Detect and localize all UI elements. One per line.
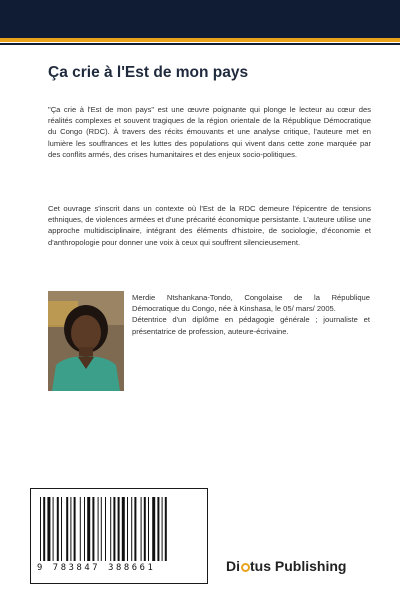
author-portrait-icon	[48, 291, 124, 391]
accent-stripe-thin	[0, 43, 400, 45]
description-paragraph-1: "Ça crie à l'Est de mon pays" est une œuvre poignante qui plonge le lecteur au cœur des réalités complexes et souvent tragiques de la région orientale de la République Démocratique du Congo (RDC). À travers des récits émouvants et une analyse critique, l'auteure met en lumière les souffrances et les luttes des populations qui vivent dans cette zone marquée par des conflits armés, des crises humanitaires et des enjeux socio-politiques.	[48, 105, 371, 159]
publisher-logo-ring-icon	[241, 563, 250, 572]
accent-stripe	[0, 38, 400, 42]
author-photo	[48, 291, 124, 391]
author-bio-line-2: Détentrice d'un diplôme en pédagogie générale ; journaliste et présentatrice de profession, auteure-écrivaine.	[132, 315, 370, 336]
description-paragraph-2: Cet ouvrage s'inscrit dans un contexte où l'Est de la RDC demeure l'épicentre de tensions ethniques, de violences armées et d'une précarité économique persistante. L'auteure utilise une approche multidisciplinaire, intégrant des éléments d'histoire, de sociologie, d'économie et d'anthropologie pour donner une voix à ceux qui souffrent silencieusement.	[48, 204, 371, 247]
top-color-band	[0, 0, 400, 38]
publisher-logo	[226, 558, 386, 574]
author-bio-line-1: Merdie Ntshankana-Tondo, Congolaise de la République Démocratique du Congo, née à Kinshasa, le 05/ mars/ 2005.	[132, 293, 370, 314]
isbn-number: 9 783847 388661	[37, 563, 156, 573]
publisher-name-end: tus Publishing	[250, 558, 347, 574]
publisher-name-start: Di	[226, 558, 240, 574]
barcode-bars	[40, 497, 200, 563]
barcode	[30, 488, 208, 584]
author-bio	[132, 292, 370, 337]
book-title: Ça crie à l'Est de mon pays	[48, 64, 249, 81]
